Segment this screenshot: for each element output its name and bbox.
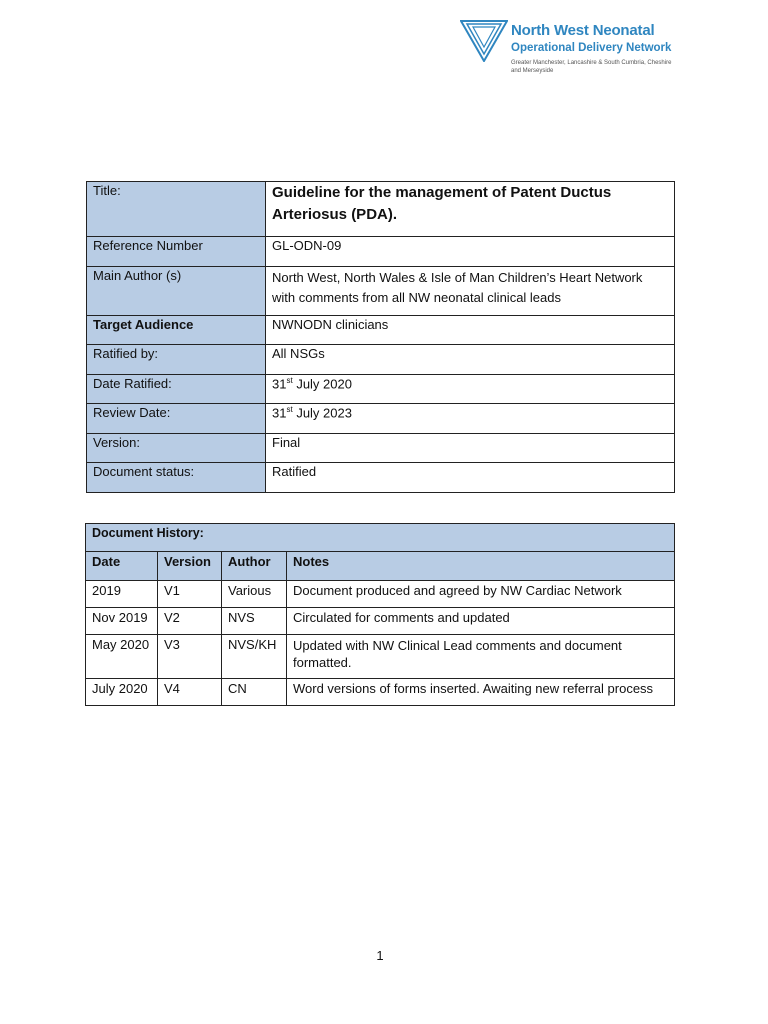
table-row <box>86 679 675 706</box>
ratified-by-label: Ratified by: <box>87 345 266 375</box>
table-row <box>87 374 675 404</box>
column-header-version: Version <box>158 552 222 581</box>
history-notes: Document produced and agreed by NW Cardiac Network <box>287 581 675 608</box>
main-author-value: North West, North Wales & Isle of Man Children’s Heart Network with comments from all NW neonatal clinical leads <box>266 266 675 315</box>
history-author: CN <box>222 679 287 706</box>
review-date-label: Review Date: <box>87 404 266 434</box>
date-ratified-value <box>266 374 675 404</box>
main-author-label: Main Author (s) <box>87 266 266 315</box>
history-author: NVS/KH <box>222 635 287 679</box>
history-version: V4 <box>158 679 222 706</box>
review-date-rest: July 2023 <box>292 405 352 421</box>
reference-number-label: Reference Number <box>87 237 266 267</box>
logo-subtitle: Operational Delivery Network <box>511 42 672 54</box>
column-header-date: Date <box>86 552 158 581</box>
document-status-value: Ratified <box>266 463 675 493</box>
review-date-suffix: st <box>286 405 293 414</box>
date-ratified-label: Date Ratified: <box>87 374 266 404</box>
history-date: July 2020 <box>86 679 158 706</box>
table-row <box>87 266 675 315</box>
history-version: V3 <box>158 635 222 679</box>
page-number: 1 <box>376 948 384 963</box>
target-audience-value: NWNODN clinicians <box>266 315 675 345</box>
title-label: Title: <box>87 182 266 237</box>
history-author: Various <box>222 581 287 608</box>
network-logo <box>460 18 710 80</box>
logo-region: Greater Manchester, Lancashire & South Cumbria, Cheshire and Merseyside <box>511 60 672 74</box>
history-notes: Word versions of forms inserted. Awaiting new referral process <box>287 679 675 706</box>
history-notes: Updated with NW Clinical Lead comments and document formatted. <box>287 635 675 679</box>
table-row <box>86 524 675 552</box>
document-history-table <box>85 523 675 706</box>
table-row <box>86 581 675 608</box>
ratified-by-value: All NSGs <box>266 345 675 375</box>
table-row <box>87 315 675 345</box>
target-audience-label: Target Audience <box>87 315 266 345</box>
document-history-title: Document History: <box>86 524 675 552</box>
history-notes: Circulated for comments and updated <box>287 608 675 635</box>
version-value: Final <box>266 433 675 463</box>
logo-name: North West Neonatal <box>511 22 655 39</box>
table-row <box>87 182 675 237</box>
triangle-logo-icon <box>460 20 508 62</box>
column-header-notes: Notes <box>287 552 675 581</box>
reference-number-value: GL-ODN-09 <box>266 237 675 267</box>
version-label: Version: <box>87 433 266 463</box>
history-date: 2019 <box>86 581 158 608</box>
document-status-label: Document status: <box>87 463 266 493</box>
column-header-author: Author <box>222 552 287 581</box>
table-row <box>87 345 675 375</box>
table-header-row <box>86 552 675 581</box>
date-ratified-rest: July 2020 <box>292 375 352 391</box>
history-version: V1 <box>158 581 222 608</box>
document-info-table <box>86 181 675 493</box>
table-row <box>86 608 675 635</box>
date-ratified-day: 31 <box>272 375 287 391</box>
table-row <box>87 404 675 434</box>
date-ratified-suffix: st <box>286 375 293 385</box>
table-row <box>87 463 675 493</box>
table-row <box>87 433 675 463</box>
review-date-day: 31 <box>272 405 287 421</box>
history-version: V2 <box>158 608 222 635</box>
history-author: NVS <box>222 608 287 635</box>
title-value: Guideline for the management of Patent Ductus Arteriosus (PDA). <box>266 182 675 237</box>
review-date-value <box>266 404 675 434</box>
table-row <box>87 237 675 267</box>
history-date: May 2020 <box>86 635 158 679</box>
history-date: Nov 2019 <box>86 608 158 635</box>
table-row <box>86 635 675 679</box>
